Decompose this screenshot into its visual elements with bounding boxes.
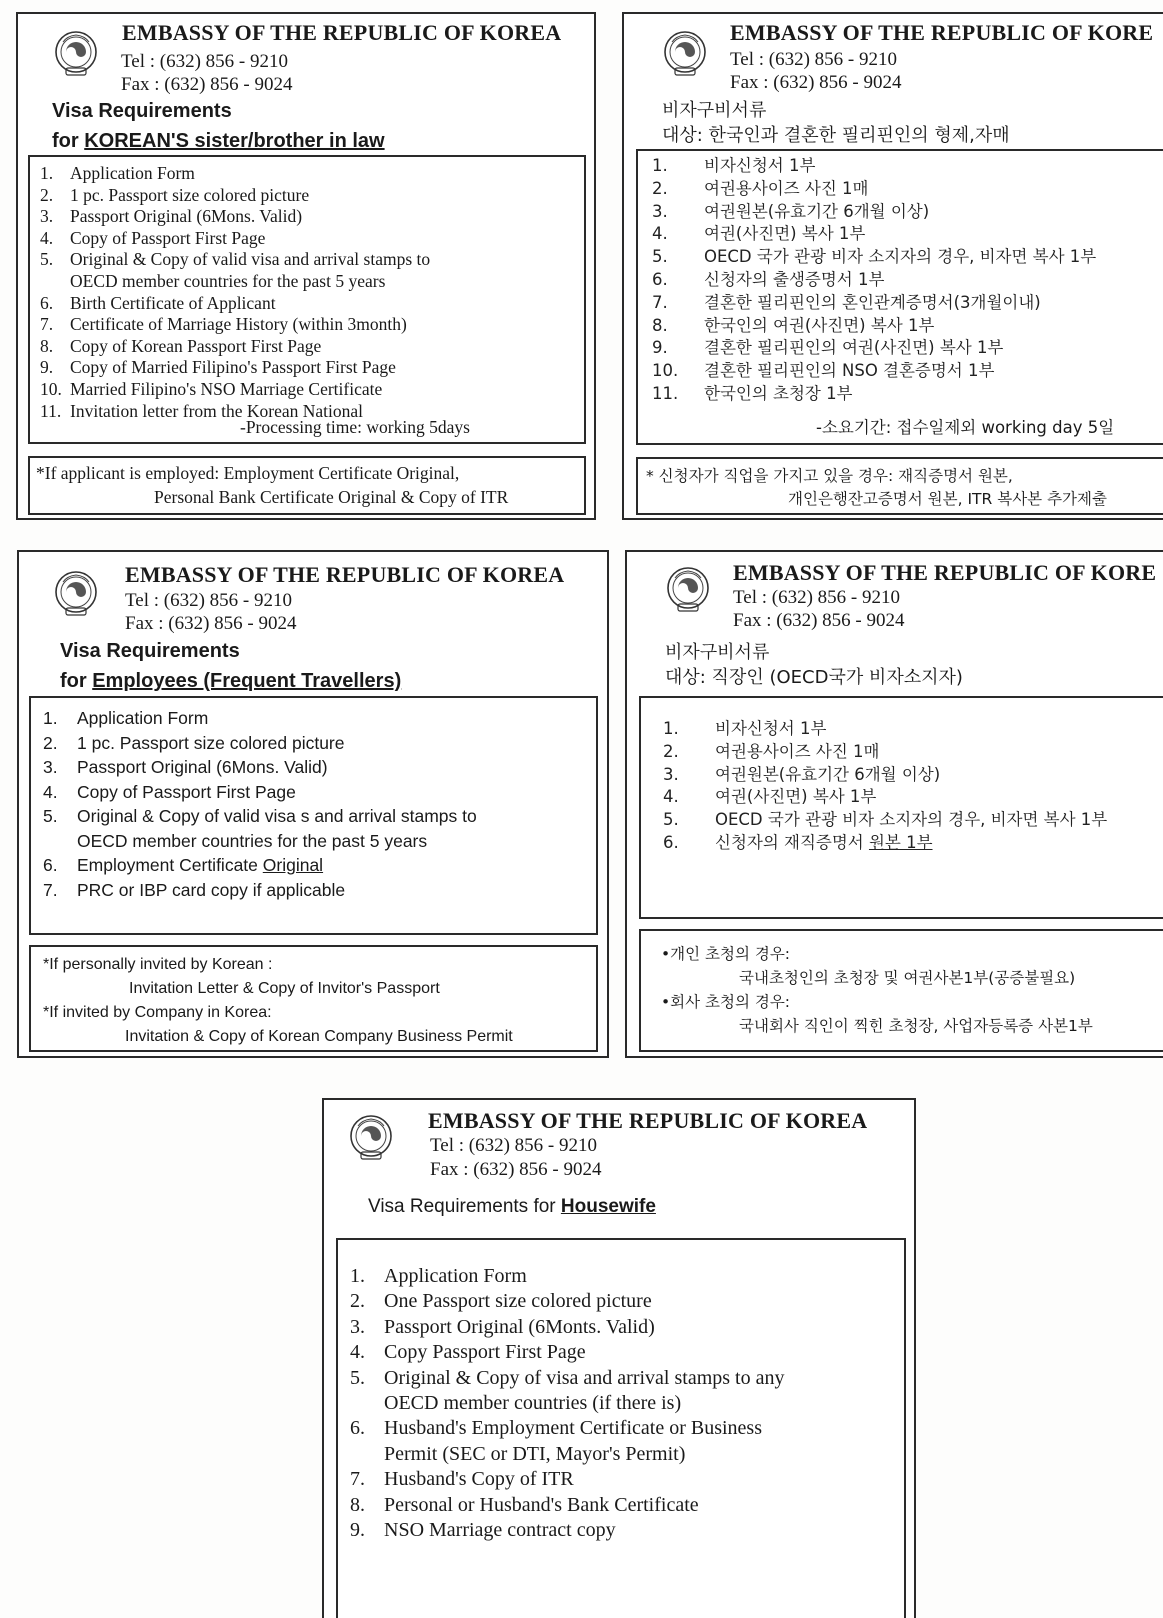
list-item: 1. Application Form [350, 1265, 527, 1287]
list-item: 8. 한국인의 여권(사진면) 복사 1부 [652, 315, 935, 335]
card-heading [60, 636, 401, 696]
list-item: 4. 여권(사진면) 복사 1부 [652, 224, 866, 244]
list-item: 1. 비자신청서 1부 [652, 156, 816, 175]
list-item: Permit (SEC or DTI, Mayor's Permit) [384, 1442, 686, 1465]
card-korean-sister-brother-in-law-ko [622, 12, 1163, 520]
embassy-name: EMBASSY OF THE REPUBLIC OF KOREA [428, 1108, 868, 1133]
list-item: 5. Original & Copy of valid visa s and arrival stamps to [43, 806, 477, 826]
list-item: 2. 1 pc. Passport size colored picture [40, 184, 310, 205]
embassy-fax: Fax : (632) 856 - 9024 [125, 613, 297, 634]
heading-subject: KOREAN'S sister/brother in law [84, 130, 385, 152]
list-item: 9. 결혼한 필리핀인의 여권(사진면) 복사 1부 [652, 338, 1004, 358]
list-item: 5. OECD 국가 관광 비자 소지자의 경우, 비자면 복사 1부 [663, 810, 1108, 830]
card-heading [662, 98, 1010, 148]
embassy-fax: Fax : (632) 856 - 9024 [733, 610, 905, 631]
list-item: 10. 결혼한 필리핀인의 NSO 결혼증명서 1부 [652, 361, 995, 381]
heading-line-2 [60, 666, 401, 696]
list-item: 6. Husband's Employment Certificate or Business [350, 1417, 762, 1440]
heading-subject: Employees (Frequent Travellers) [92, 670, 402, 692]
embassy-tel: Tel : (632) 856 - 9210 [125, 590, 293, 611]
list-item: 2. One Passport size colored picture [350, 1290, 652, 1313]
list-item: 1. 비자신청서 1부 [663, 719, 827, 738]
list-item: 4. Copy of Passport First Page [43, 781, 296, 802]
list-item: 11. 한국인의 초청장 1부 [652, 383, 853, 403]
embassy-seal-icon [662, 30, 708, 78]
list-item: 3. Passport Original (6Mons. Valid) [40, 206, 303, 227]
processing-time: -Processing time: working 5days [240, 417, 470, 437]
card-heading [368, 1192, 656, 1222]
list-item: 9. Copy of Married Filipino's Passport First Page [40, 357, 396, 378]
list-item: 3. Passport Original (6Mons. Valid) [43, 757, 328, 777]
list-item: 6. Employment Certificate Original [43, 855, 324, 875]
embassy-name: EMBASSY OF THE REPUBLIC OF KORE [733, 560, 1157, 585]
list-item: 8. Personal or Husband's Bank Certificate [350, 1493, 699, 1516]
requirements-box [336, 1238, 906, 1618]
embassy-tel: Tel : (632) 856 - 9210 [121, 51, 289, 72]
note-line-4: Invitation & Copy of Korean Company Business Permit [125, 1028, 513, 1045]
note-line-2: 개인은행잔고증명서 원본, ITR 복사본 추가제출 [788, 490, 1107, 508]
list-item: 7. 결혼한 필리핀인의 혼인관계증명서(3개월이내) [652, 292, 1041, 312]
requirements-list [43, 706, 477, 902]
heading-line-1: 비자구비서류 [665, 642, 770, 663]
employment-note-box [28, 456, 586, 515]
list-item: 3. 여권원본(유효기간 6개월 이상) [663, 764, 941, 784]
list-item: 4. Copy Passport First Page [350, 1341, 586, 1364]
note-line-1: •개인 초청의 경우: [661, 945, 791, 963]
heading-line-1: Visa Requirements [52, 100, 232, 122]
note-line-2: Personal Bank Certificate Original & Copy of ITR [154, 487, 509, 507]
list-item: 7. PRC or IBP card copy if applicable [43, 879, 346, 900]
embassy-seal-icon [665, 566, 711, 614]
embassy-fax: Fax : (632) 856 - 9024 [730, 72, 902, 93]
list-item: 1. Application Form [40, 163, 195, 183]
card-employees-ko [625, 550, 1163, 1058]
list-item: 4. 여권(사진면) 복사 1부 [663, 787, 877, 807]
list-item: 7. Certificate of Marriage History (within 3month) [40, 314, 407, 335]
list-item: 3. 여권원본(유효기간 6개월 이상) [652, 201, 930, 221]
note-line-3: *If invited by Company in Korea: [43, 1004, 272, 1021]
embassy-name: EMBASSY OF THE REPUBLIC OF KORE [730, 20, 1154, 45]
card-heading [665, 640, 963, 690]
heading-subject: Housewife [560, 1196, 656, 1217]
requirements-list [652, 155, 1096, 406]
list-item: 5. OECD 국가 관광 비자 소지자의 경우, 비자면 복사 1부 [652, 247, 1097, 267]
heading-prefix: Visa Requirements for [368, 1196, 561, 1217]
requirements-box [28, 155, 586, 444]
embassy-name: EMBASSY OF THE REPUBLIC OF KOREA [122, 20, 562, 45]
invitation-note-box [29, 945, 598, 1052]
requirements-list [350, 1264, 784, 1543]
embassy-name: EMBASSY OF THE REPUBLIC OF KOREA [125, 562, 565, 587]
list-item: 5. Original & Copy of valid visa and arrival stamps to [40, 249, 431, 270]
list-item: 7. Husband's Copy of ITR [350, 1468, 574, 1491]
list-item: 2. 여권용사이즈 사진 1매 [663, 741, 880, 761]
list-item: 6. 신청자의 출생증명서 1부 [652, 269, 885, 289]
card-korean-sister-brother-in-law [16, 12, 596, 520]
embassy-seal-icon [53, 570, 99, 618]
invitation-note-box [639, 929, 1163, 1052]
embassy-tel: Tel : (632) 856 - 9210 [430, 1135, 598, 1156]
heading-prefix: for [60, 670, 93, 692]
heading-prefix: for [52, 130, 85, 152]
list-item: 8. Copy of Korean Passport First Page [40, 335, 322, 356]
list-item: 2. 1 pc. Passport size colored picture [43, 732, 345, 753]
list-item: 1. Application Form [43, 708, 209, 728]
requirements-box [29, 696, 598, 935]
note-line-1: * 신청자가 직업을 가지고 있을 경우: 재직증명서 원본, [646, 467, 1013, 485]
heading-line-2: 대상: 직장인 (OECD국가 비자소지자) [665, 667, 963, 688]
heading-line-2: 대상: 한국인과 결혼한 필리핀인의 형제,자매 [662, 125, 1010, 146]
embassy-tel: Tel : (632) 856 - 9210 [730, 49, 898, 70]
list-item: 11. Invitation letter from the Korean National [40, 400, 364, 421]
card-heading [52, 96, 385, 156]
list-item: 2. 여권용사이즈 사진 1매 [652, 178, 869, 198]
card-employees-frequent-travellers [17, 550, 609, 1058]
list-item: OECD member countries (if there is) [384, 1392, 682, 1415]
embassy-fax: Fax : (632) 856 - 9024 [121, 74, 293, 95]
heading-line-1: Visa Requirements [60, 640, 240, 662]
note-line-1: *If personally invited by Korean : [43, 956, 273, 973]
list-item: 6. Birth Certificate of Applicant [40, 292, 276, 313]
requirements-box [639, 696, 1163, 919]
embassy-seal-icon [53, 30, 99, 78]
processing-time: -소요기간: 접수일제외 working day 5일 [816, 418, 1115, 437]
list-item: 6. 신청자의 재직증명서 원본 1부 [663, 832, 933, 852]
list-item: 9. NSO Marriage contract copy [350, 1519, 616, 1542]
note-line-2: Invitation Letter & Copy of Invitor's Passport [129, 980, 440, 997]
embassy-fax: Fax : (632) 856 - 9024 [430, 1159, 602, 1180]
note-line-4: 국내회사 직인이 찍힌 초청장, 사업자등록증 사본1부 [739, 1017, 1093, 1035]
list-item: 5. Original & Copy of visa and arrival stamps to any [350, 1366, 785, 1389]
employment-note-box [636, 457, 1163, 515]
card-housewife [322, 1098, 916, 1618]
list-item: OECD member countries for the past 5 years [77, 830, 428, 851]
heading-line-1: 비자구비서류 [662, 100, 767, 121]
list-item: OECD member countries for the past 5 years [70, 270, 386, 291]
heading-line-2 [52, 126, 385, 156]
note-line-1: *If applicant is employed: Employment Certificate Original, [36, 463, 460, 483]
requirements-list [663, 718, 1107, 855]
list-item: 3. Passport Original (6Monts. Valid) [350, 1315, 655, 1338]
list-item: 4. Copy of Passport First Page [40, 227, 266, 248]
requirements-box [636, 149, 1163, 445]
note-line-2: 국내초청인의 초청장 및 여권사본1부(공증불필요) [739, 969, 1076, 987]
requirements-list [40, 163, 430, 422]
list-item: 10. Married Filipino's NSO Marriage Certificate [40, 378, 383, 399]
embassy-tel: Tel : (632) 856 - 9210 [733, 587, 901, 608]
note-line-3: •회사 초청의 경우: [661, 993, 791, 1011]
embassy-seal-icon [348, 1114, 394, 1162]
